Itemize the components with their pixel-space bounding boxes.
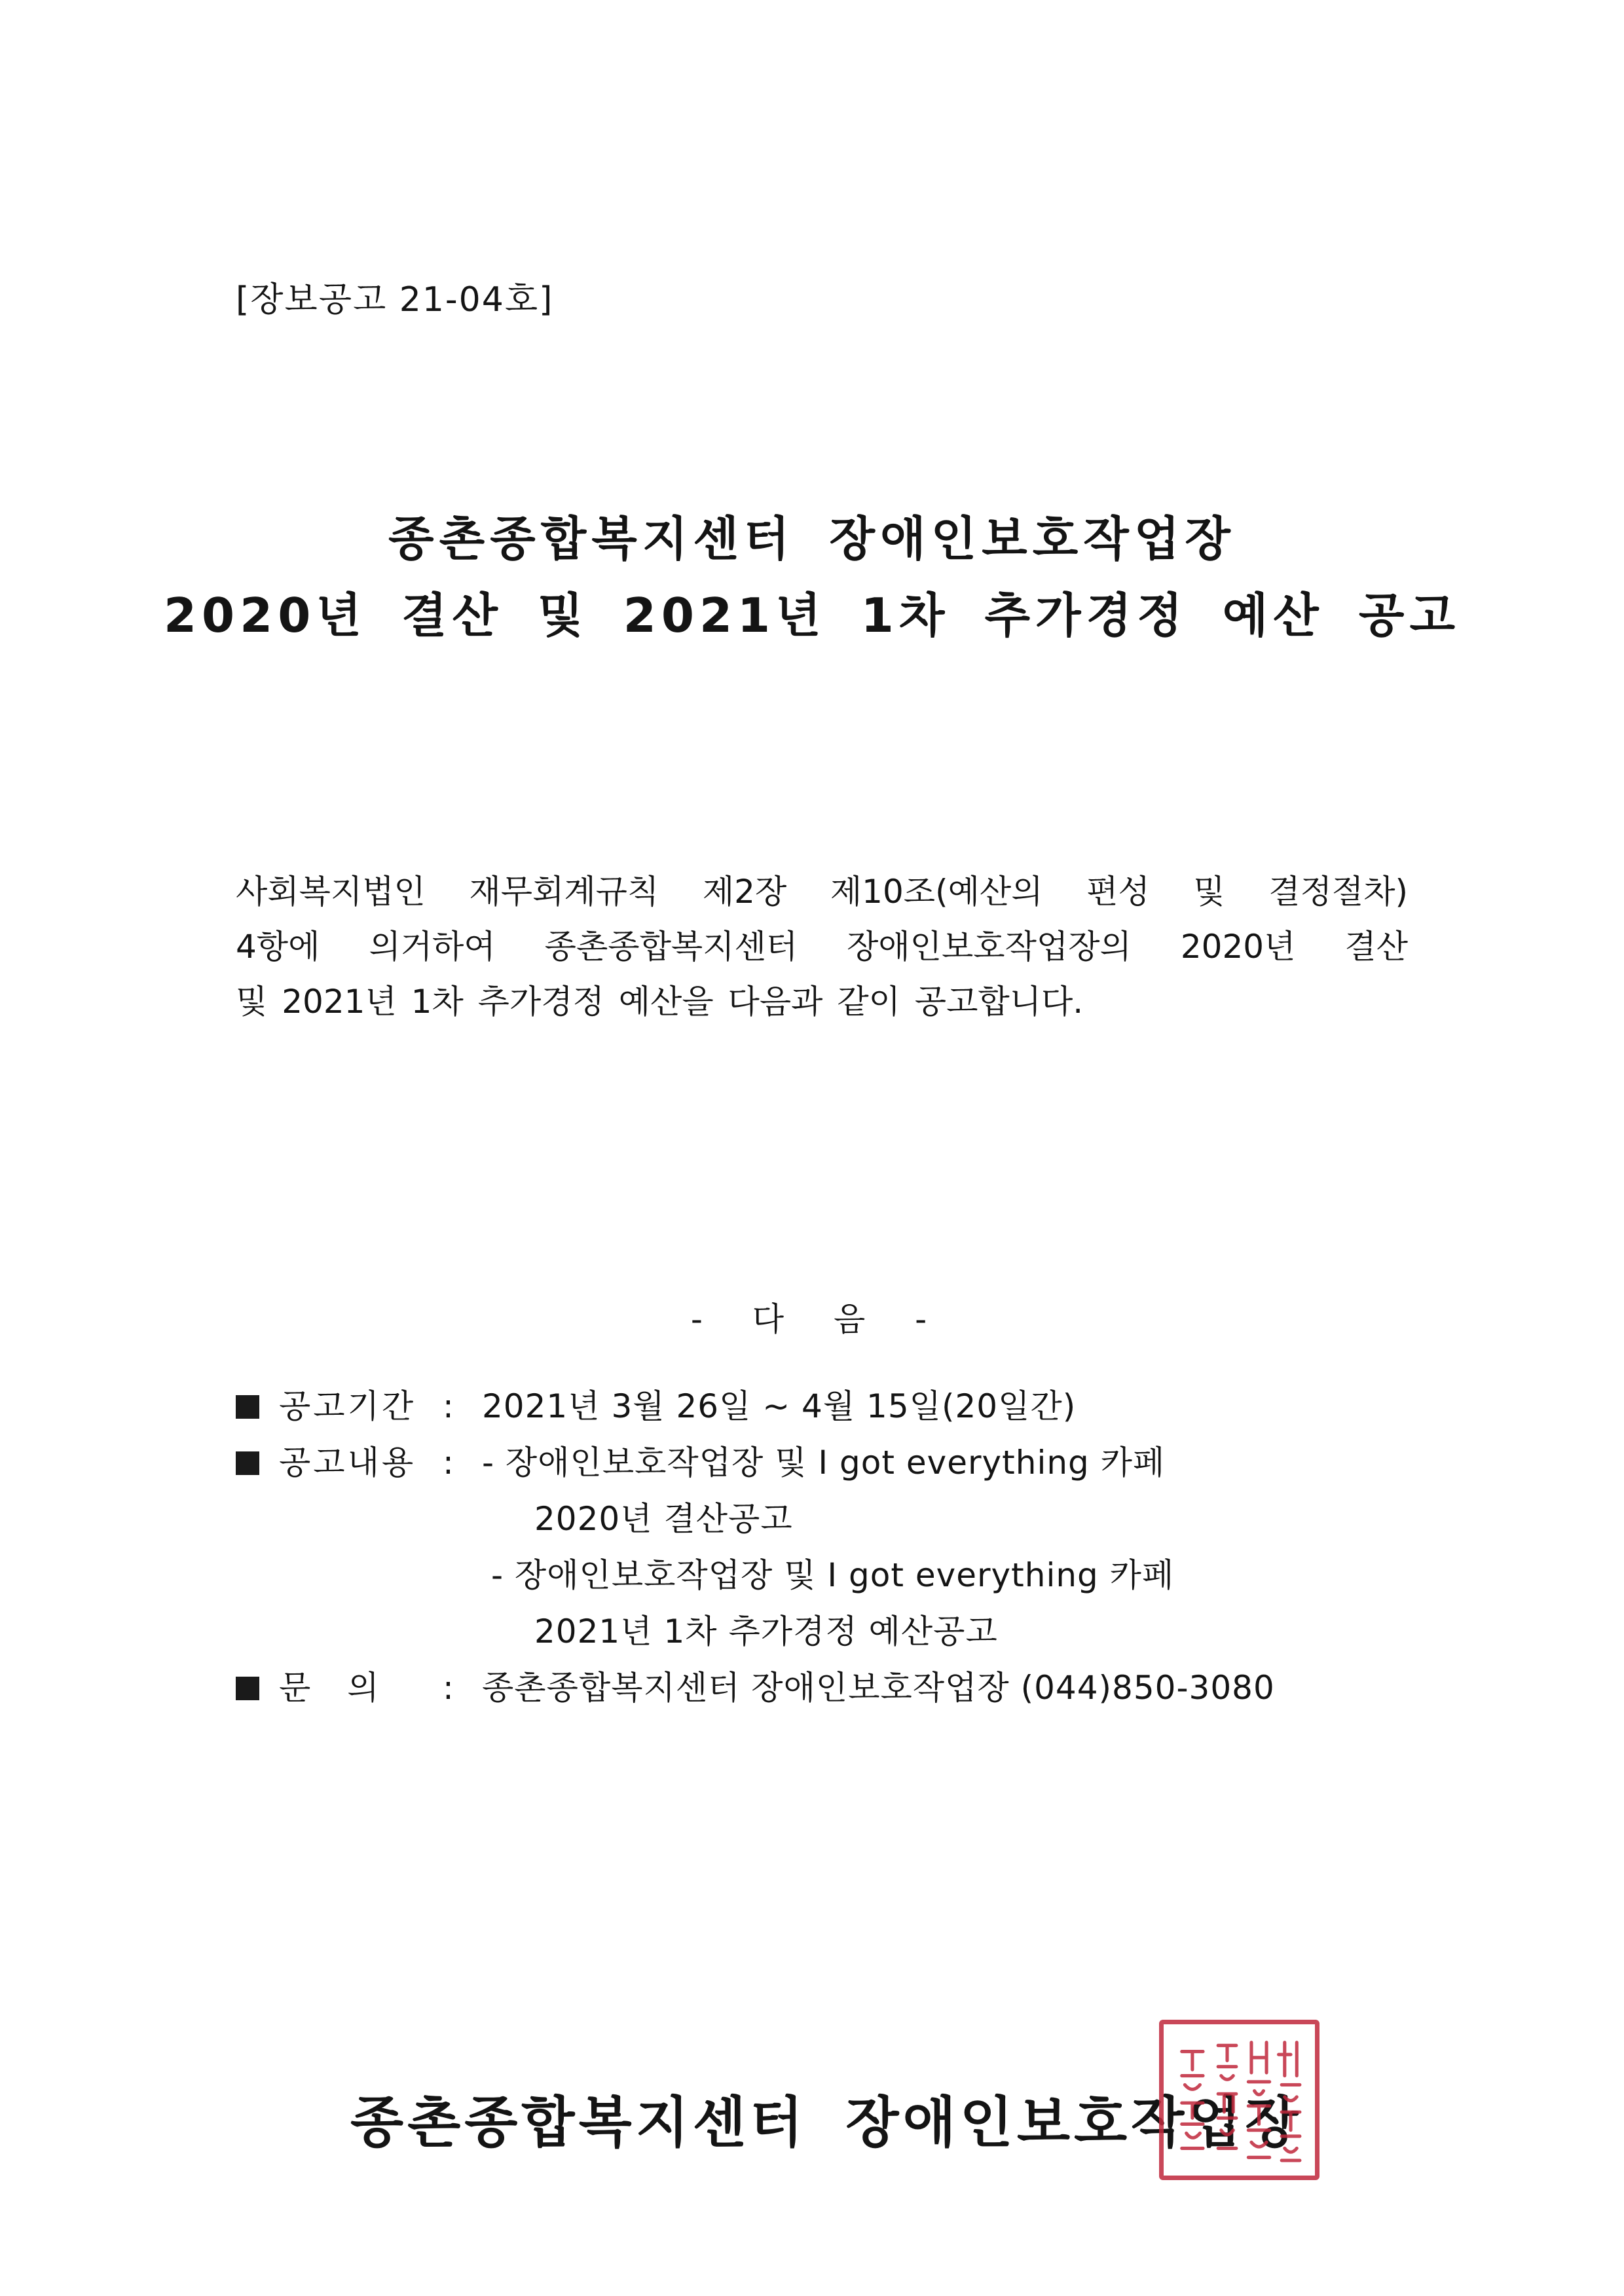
colon: : xyxy=(443,1444,454,1482)
colon: : xyxy=(443,1669,454,1707)
inquiry-label: 문의 xyxy=(279,1669,416,1707)
section-separator: - 다 음 - xyxy=(690,1300,934,1338)
seal-graphic xyxy=(1164,2024,1315,2176)
info-row-inquiry xyxy=(236,1660,1275,1716)
square-bullet-icon xyxy=(236,1677,259,1700)
content-label: 공고내용 xyxy=(279,1444,416,1482)
document-title-line1: 종촌종합복지센터 장애인보호작업장 xyxy=(388,511,1236,566)
square-bullet-icon xyxy=(236,1395,259,1419)
colon: : xyxy=(443,1387,454,1425)
content-item-1-line1: - 장애인보호작업장 및 I got everything 카페 xyxy=(482,1444,1166,1482)
official-seal-stamp xyxy=(1159,2020,1320,2180)
issuer-name: 종촌종합복지센터 장애인보호작업장 xyxy=(350,2090,1302,2155)
period-label: 공고기간 xyxy=(279,1387,416,1425)
document-number: [장보공고 21-04호] xyxy=(236,280,554,319)
content-item-2-line2: 2021년 1차 추가경정 예산공고 xyxy=(534,1613,998,1650)
body-line: 및 2021년 1차 추가경정 예산을 다음과 같이 공고합니다. xyxy=(236,983,1084,1021)
body-paragraph xyxy=(236,864,1408,1029)
body-line: 사회복지법인 재무회계규칙 제2장 제10조(예산의 편성 및 결정절차) xyxy=(236,873,1408,911)
inquiry-value: 종촌종합복지센터 장애인보호작업장 (044)850-3080 xyxy=(482,1669,1275,1707)
content-item-1-line2: 2020년 결산공고 xyxy=(534,1500,793,1538)
content-item-2-line1: - 장애인보호작업장 및 I got everything 카페 xyxy=(491,1556,1175,1594)
body-line: 4항에 의거하여 종촌종합복지센터 장애인보호작업장의 2020년 결산 xyxy=(236,928,1408,966)
info-row-period xyxy=(236,1378,1076,1434)
square-bullet-icon xyxy=(236,1451,259,1475)
period-value: 2021년 3월 26일 ~ 4월 15일(20일간) xyxy=(482,1387,1077,1425)
info-row-content xyxy=(236,1434,1165,1491)
document-title-line2: 2020년 결산 및 2021년 1차 추가경정 예산 공고 xyxy=(163,588,1461,643)
